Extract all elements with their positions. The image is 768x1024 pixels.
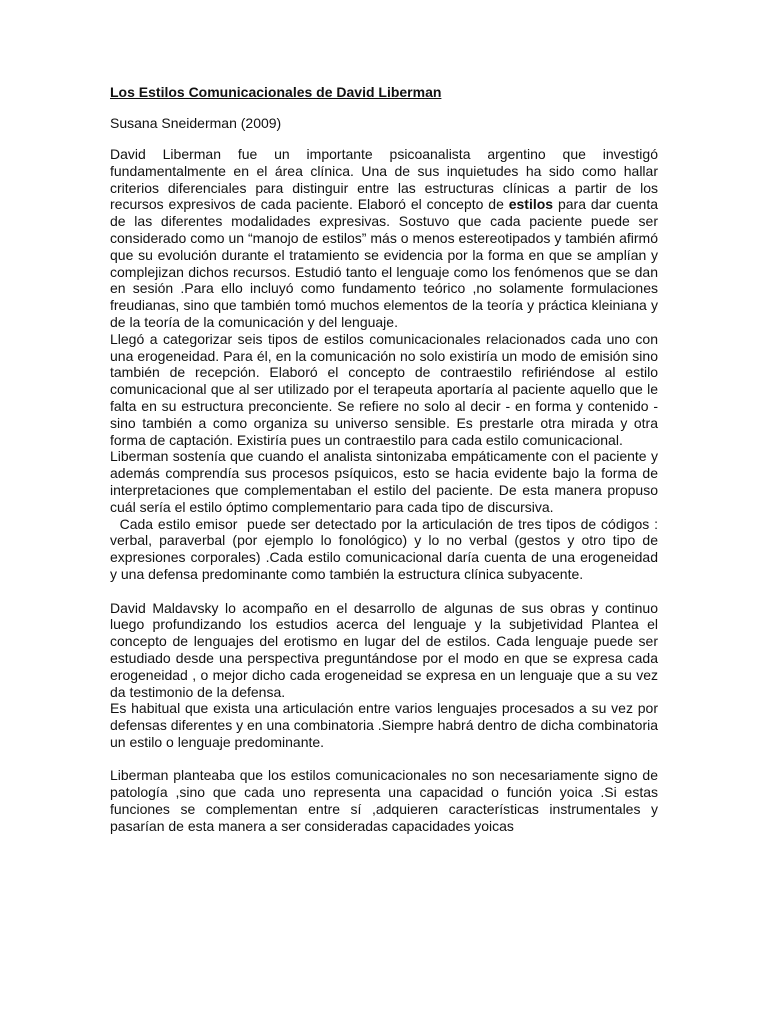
paragraph-2: Llegó a categorizar seis tipos de estilos comunicacionales relacionados cada uno con una erogeneidad. Para él, en la comunicación no solo existiría un modo de emisión sino también de recepción. Elaboró el concepto de contraestilo refiriéndose al estilo comunicacional que al ser utilizado por el terapeuta aportaría al paciente aquello que le falta en su estructura preconciente. Se refiere no solo al decir - en forma y contenido - sino también a como organiza su universo sensible. Es prestarle otra mirada y otra forma de captación. Existiría pues un contraestilo para cada estilo comunicacional. [110,330,658,448]
paragraph-1-text-b: para dar cuenta de las diferentes modalidades expresivas. Sostuvo que cada paciente puede ser considerado como un “manojo de estilos” más o menos estereotipados y también afirmó que su evolución durante el tratamiento se evidencia por la forma en que se amplían y complejizan dichos recursos. Estudió tanto el lenguaje como los fenómenos que se dan en sesión .Para ello incluyó como fundamento teórico ,no solamente formulaciones freudianas, sino que también tomó muchos elementos de la teoría y práctica kleiniana y de la teoría de la comunicación y del lenguaje. [110,196,658,330]
document-title: Los Estilos Comunicacionales de David Liberman [110,84,442,100]
paragraph-4: Cada estilo emisor puede ser detectado por la articulación de tres tipos de códigos : verbal, paraverbal (por ejemplo lo fonológico) y lo no verbal (gestos y otro tipo de expresiones corporales) .Cada estilo comunicacional daría cuenta de una erogeneidad y una defensa predominante como también la estructura clínica subyacente. [110,515,662,582]
paragraph-6: Es habitual que exista una articulación entre varios lenguajes procesados a su vez por defensas diferentes y en una combinatoria .Siempre habrá dentro de dicha combinatoria un estilo o lenguaje predominante. [110,700,658,750]
paragraph-7: Liberman planteaba que los estilos comunicacionales no son necesariamente signo de patología ,sino que cada uno representa una capacidad o función yoica .Si estas funciones se complementan entre sí ,adquieren características instrumentales y pasarían de esta manera a ser consideradas capacidades yoicas [110,767,658,834]
paragraph-gap [110,751,658,768]
paragraph-1-bold-term: estilos [508,196,554,213]
paragraph-5: David Maldavsky lo acompaño en el desarrollo de algunas de sus obras y continuo luego profundizando los estudios acerca del lenguaje y la subjetividad Plantea el concepto de lenguajes del erotismo en lugar del de estilos. Cada lenguaje puede ser estudiado desde una perspectiva preguntándose por el modo en que se expresa cada erogeneidad , o mejor dicho cada erogeneidad se expresa en un lenguaje que a su vez da testimonio de la defensa. [110,599,658,700]
paragraph-3: Liberman sostenía que cuando el analista sintonizaba empáticamente con el paciente y además comprendía sus procesos psíquicos, esto se hacia evidente bajo la forma de interpretaciones que complementaban el estilo del paciente. De esta manera propuso cuál sería el estilo óptimo complementario para cada tipo de discursiva. [110,448,658,515]
document-author: Susana Sneiderman (2009) [110,115,282,131]
paragraph-gap [110,583,658,600]
paragraph-1-text-a: David Liberman fue un importante psicoanalista argentino que investigó fundamentalmente en el área clínica. Una de sus inquietudes ha sido como hallar criterios diferenciales para distinguir entre las estructuras clínicas a partir de los recursos expresivos de cada paciente. Elaboró el concepto de [110,146,658,213]
paragraph-1 [110,146,658,331]
document-page [110,84,662,835]
